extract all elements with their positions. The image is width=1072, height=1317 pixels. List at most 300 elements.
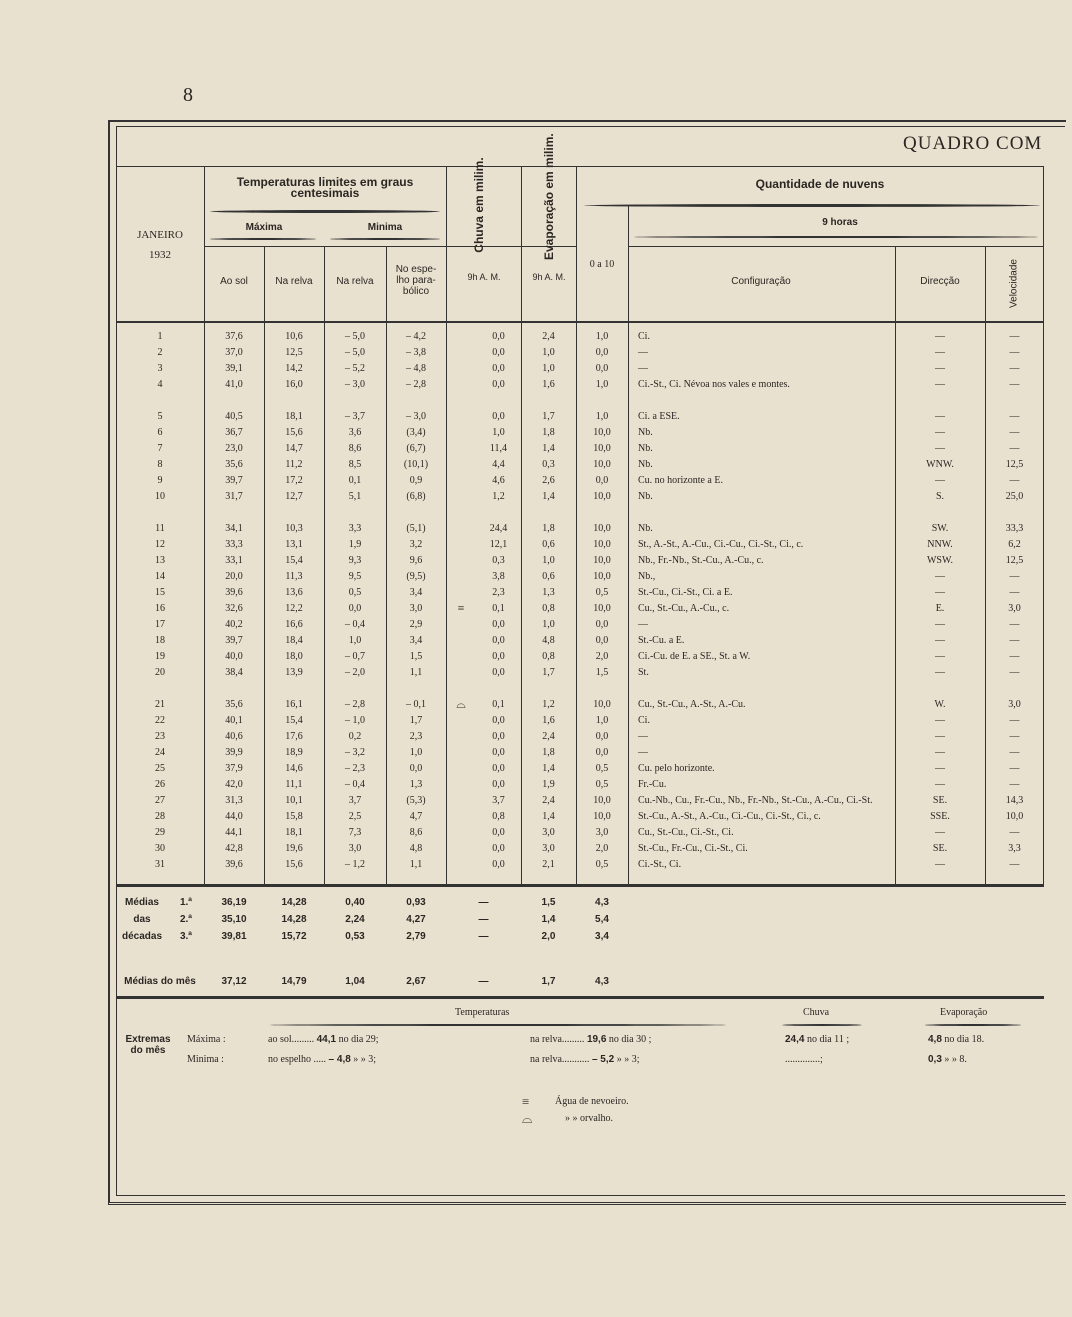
table-cell: 24,4 (489, 522, 508, 534)
table-cell: 1,4 (542, 442, 555, 454)
table-cell: 25 (155, 762, 165, 774)
means-month-cell: 14,79 (281, 976, 307, 987)
table-cell: Nb. (638, 490, 653, 502)
table-cell: – 3,7 (345, 410, 365, 422)
table-cell: 1,2 (492, 490, 505, 502)
table-cell: 10,0 (593, 554, 611, 566)
table-cell: 0,0 (595, 346, 609, 358)
table-cell: 39,7 (225, 474, 243, 486)
table-cell: – 0,4 (345, 778, 365, 790)
ext-chuva-label: Chuva (803, 1007, 830, 1018)
table-cell: 6,2 (1008, 538, 1021, 550)
table-cell: 1,0 (542, 346, 555, 358)
table-cell: — (1009, 826, 1020, 838)
table-row (116, 344, 1044, 360)
table-cell: — (1009, 746, 1020, 758)
ext-max-evap (928, 1034, 984, 1045)
ext-temperaturas-label: Temperaturas (455, 1007, 510, 1018)
table-cell: — (1009, 778, 1020, 790)
table-cell: 11 (155, 522, 165, 534)
table-cell: 7,3 (348, 826, 362, 838)
table-cell: 0,0 (595, 474, 609, 486)
means-cell: 2,24 (345, 914, 365, 925)
hora-evap-label: 9h A. M. (532, 272, 566, 282)
means-month-cell: 1,7 (541, 976, 556, 987)
table-cell: 10,0 (1005, 810, 1024, 822)
means-month-row (116, 973, 1044, 990)
table-cell (446, 616, 476, 632)
table-cell: 2,3 (409, 730, 423, 742)
header-top-line (116, 166, 1044, 167)
table-cell: – 5,0 (345, 346, 365, 358)
table-cell (446, 824, 476, 840)
means-bottom-line (116, 996, 1044, 999)
table-cell: — (1009, 426, 1020, 438)
table-cell: 1,0 (595, 410, 609, 422)
table-cell: 10,0 (593, 442, 611, 454)
table-cell: 12,5 (1005, 458, 1024, 470)
table-cell: 37,6 (225, 330, 243, 342)
ext-min-relva (530, 1054, 639, 1065)
group-gap-cell (116, 680, 1044, 696)
table-cell: 7 (157, 442, 163, 454)
table-row (116, 616, 1044, 632)
month-label: JANEIRO (137, 229, 183, 241)
table-cell: — (1009, 362, 1020, 374)
table-cell: SE. (932, 794, 948, 806)
table-cell: — (1009, 586, 1020, 598)
table-cell: 40,2 (225, 618, 243, 630)
table-cell: St. (638, 666, 649, 678)
table-cell: 0,0 (492, 618, 505, 630)
table-cell: – 0,1 (406, 698, 426, 710)
table-cell: 8,5 (348, 458, 362, 470)
table-cell (446, 408, 476, 424)
table-cell: 10,0 (593, 490, 611, 502)
table-cell: — (935, 618, 945, 630)
table-cell: 10,0 (593, 426, 611, 438)
table-cell: — (935, 442, 945, 454)
table-cell: 0,0 (492, 410, 505, 422)
table-cell: (5,3) (406, 794, 426, 806)
table-cell: NNW. (927, 538, 953, 550)
table-cell (446, 792, 476, 808)
table-cell: — (935, 650, 945, 662)
table-cell: — (1009, 570, 1020, 582)
means-cell: 3,4 (595, 931, 609, 942)
table-cell: 0,0 (492, 330, 505, 342)
table-cell: 10,0 (593, 794, 611, 806)
table-cell: — (935, 634, 945, 646)
table-cell: 18,1 (285, 826, 303, 838)
table-cell: – 0,4 (345, 618, 365, 630)
table-cell: 0,0 (492, 730, 505, 742)
table-cell: (3,4) (406, 426, 426, 438)
ext-max-sol (268, 1034, 379, 1045)
table-cell: — (1009, 410, 1020, 422)
table-cell: — (638, 618, 648, 630)
table-cell: Ci. (638, 330, 650, 342)
ext-min-esp-label: no espelho ..... (268, 1054, 327, 1065)
table-cell: 5 (157, 410, 163, 422)
table-cell (446, 584, 476, 600)
table-cell: Cu. no horizonte a E. (638, 474, 723, 486)
ext-max-chuva (785, 1034, 849, 1045)
table-cell: 15,4 (285, 714, 303, 726)
table-cell: 3,2 (409, 538, 423, 550)
table-cell (446, 760, 476, 776)
table-cell: — (1009, 618, 1020, 630)
table-cell: Fr.-Cu. (638, 778, 667, 790)
table-cell: 1,4 (542, 810, 555, 822)
table-cell: 28 (155, 810, 165, 822)
table-cell (446, 632, 476, 648)
table-row (116, 760, 1044, 776)
table-cell: 2,0 (595, 842, 609, 854)
table-cell: — (1009, 442, 1020, 454)
table-cell: 30 (155, 842, 165, 854)
table-cell: — (935, 586, 945, 598)
table-row (116, 536, 1044, 552)
table-cell: 32,6 (225, 602, 243, 614)
table-cell: 5,1 (348, 490, 362, 502)
table-cell: 4,4 (492, 458, 505, 470)
table-cell: 31,3 (225, 794, 243, 806)
table-cell: 0,5 (595, 778, 609, 790)
table-cell: 1,8 (542, 746, 555, 758)
table-cell: 42,8 (225, 842, 243, 854)
velocidade-label: Velocidade (1008, 259, 1020, 308)
table-cell: 34,1 (225, 522, 243, 534)
means-d1-label: 1.ª (179, 897, 193, 908)
table-cell: 13,1 (285, 538, 303, 550)
table-cell (446, 648, 476, 664)
table-cell: 1,2 (542, 698, 555, 710)
table-cell: Nb. (638, 442, 653, 454)
table-row (116, 840, 1044, 856)
table-row (116, 552, 1044, 568)
ao-sol-label: Ao sol (220, 276, 248, 287)
page-number: 8 (183, 84, 193, 106)
table-cell: 1,0 (542, 362, 555, 374)
table-cell: 25,0 (1005, 490, 1024, 502)
year-label: 1932 (149, 249, 171, 261)
table-cell: St., A.-St., A.-Cu., Ci.-Cu., Ci.-St., Ci., c. (638, 538, 804, 550)
table-cell: 37,0 (225, 346, 243, 358)
table-cell: 1,0 (595, 378, 609, 390)
table-row (116, 440, 1044, 456)
table-row (116, 408, 1044, 424)
table-cell: 3,3 (348, 522, 362, 534)
table-cell: 0,9 (409, 474, 423, 486)
means-label-top: Médias (125, 897, 159, 908)
table-cell: 1,0 (492, 426, 505, 438)
maxima-brace (210, 238, 316, 240)
table-cell: 8 (157, 458, 163, 470)
table-cell: 40,1 (225, 714, 243, 726)
table-cell: – 3,2 (345, 746, 365, 758)
direccao-label: Direcção (920, 276, 960, 287)
table-row (116, 664, 1044, 680)
table-cell: 0,0 (492, 634, 505, 646)
means-month-cell: — (478, 976, 489, 987)
table-cell: Cu., St.-Cu., Ci.-St., Ci. (638, 826, 734, 838)
table-cell: (5,1) (406, 522, 426, 534)
table-cell: 9 (157, 474, 163, 486)
table-cell: 1,4 (542, 762, 555, 774)
ext-max-sol-day: no dia 29; (338, 1034, 379, 1045)
ext-min-relva-value: – 5,2 (591, 1054, 615, 1065)
group-gap (116, 392, 1044, 408)
table-cell (446, 664, 476, 680)
table-cell: 3,3 (1008, 842, 1021, 854)
table-cell: 11,1 (285, 778, 303, 790)
table-cell: 16,1 (285, 698, 303, 710)
header-bottom-line (116, 321, 1044, 323)
table-cell (446, 376, 476, 392)
table-cell: — (1009, 650, 1020, 662)
ext-temp-brace (270, 1024, 726, 1026)
table-cell: St.-Cu., A.-St., A.-Cu., Ci.-Cu., Ci.-St., Ci., c. (638, 810, 821, 822)
ext-min-evap (928, 1054, 967, 1065)
ext-max-relva-value: 19,6 (586, 1034, 607, 1045)
table-cell: 10,0 (593, 602, 611, 614)
table-cell: 14 (155, 570, 165, 582)
means-cell: 4,3 (595, 897, 609, 908)
table-row (116, 456, 1044, 472)
table-cell: 2,4 (542, 330, 555, 342)
table-cell (446, 328, 476, 344)
table-cell (446, 536, 476, 552)
means-cell: 14,28 (281, 897, 307, 908)
table-cell: Cu. pelo horizonte. (638, 762, 715, 774)
table-cell: 3,4 (409, 634, 423, 646)
table-cell: 21 (155, 698, 165, 710)
table-row (116, 696, 1044, 712)
means-cell: 15,72 (281, 931, 307, 942)
table-cell: 0,0 (595, 362, 609, 374)
table-cell: — (935, 410, 945, 422)
means-row-2 (116, 911, 1044, 928)
ext-max-relva-label: na relva......... (530, 1034, 585, 1045)
table-cell: 1,1 (409, 858, 423, 870)
means-cell: 5,4 (595, 914, 609, 925)
table-cell: 0,8 (492, 810, 505, 822)
table-cell: St.-Cu., Fr.-Cu., Ci.-St., Ci. (638, 842, 748, 854)
table-cell: 14,2 (285, 362, 303, 374)
table-cell: 0,0 (492, 826, 505, 838)
table-cell: 40,6 (225, 730, 243, 742)
means-month-label: Médias do mês (124, 976, 196, 987)
table-cell: SW. (931, 522, 949, 534)
table-cell (446, 856, 476, 872)
table-cell: 0,0 (492, 650, 505, 662)
table-cell: 3,0 (1008, 698, 1021, 710)
table-cell: — (935, 474, 945, 486)
table-cell: 1,4 (542, 490, 555, 502)
table-cell: 3,0 (595, 826, 609, 838)
ext-max-relva (530, 1034, 651, 1045)
table-cell: Ci.-Cu. de E. a SE., St. a W. (638, 650, 751, 662)
table-cell: 0,6 (542, 538, 555, 550)
table-cell: 0,2 (348, 730, 362, 742)
table-cell: — (1009, 378, 1020, 390)
table-cell: – 3,0 (406, 410, 426, 422)
table-cell: 31 (155, 858, 165, 870)
means-month-cell: 1,04 (345, 976, 365, 987)
table-cell: 12 (155, 538, 165, 550)
table-cell: 0,5 (595, 586, 609, 598)
ext-max-sol-value: 44,1 (316, 1034, 337, 1045)
table-row (116, 424, 1044, 440)
table-cell: 17 (155, 618, 165, 630)
group-gap (116, 504, 1044, 520)
table-cell: 15,8 (285, 810, 303, 822)
means-cell: 14,28 (281, 914, 307, 925)
table-cell: 15,6 (285, 858, 303, 870)
table-cell: 3,7 (492, 794, 505, 806)
table-cell: – 2,3 (345, 762, 365, 774)
group-gap (116, 680, 1044, 696)
means-top-line (116, 884, 1044, 887)
ext-min-esp-value: – 4,8 (328, 1054, 351, 1065)
means-empty (628, 973, 1044, 990)
means-cell: 39,81 (221, 931, 247, 942)
table-cell (446, 424, 476, 440)
table-row (116, 728, 1044, 744)
table-cell: — (1009, 858, 1020, 870)
table-cell: 1,1 (409, 666, 423, 678)
means-month-cell: 2,67 (406, 976, 426, 987)
means-cell: — (478, 914, 489, 925)
table-cell: — (935, 746, 945, 758)
table-cell: 0,0 (595, 634, 609, 646)
table-cell: 0,0 (492, 378, 505, 390)
table-cell: 31,7 (225, 490, 243, 502)
table-row (116, 568, 1044, 584)
table-cell: 4,8 (542, 634, 555, 646)
ext-max-chuva-value: 24,4 (785, 1034, 805, 1045)
table-cell: 1,0 (595, 714, 609, 726)
table-cell: 13,9 (285, 666, 303, 678)
table-cell: — (935, 570, 945, 582)
table-cell: 0,0 (492, 714, 505, 726)
table-cell: 39,6 (225, 586, 243, 598)
table-cell: 1,3 (542, 586, 555, 598)
ext-min-esp-day: » » 3; (353, 1054, 377, 1065)
table-cell: 1,0 (595, 330, 609, 342)
table-cell: – 5,2 (345, 362, 365, 374)
chuva-label: Chuva em milim. (472, 157, 486, 253)
ext-min-chuva: ..............; (785, 1054, 823, 1065)
table-cell: 33,1 (225, 554, 243, 566)
table-cell: Nb. (638, 426, 653, 438)
means-cell: 0,53 (345, 931, 365, 942)
table-row (116, 776, 1044, 792)
table-cell: 1,0 (542, 554, 555, 566)
means-cell: — (478, 931, 489, 942)
means-spacer (116, 945, 1044, 973)
table-cell: 0,0 (492, 858, 505, 870)
table-cell: 0,5 (595, 762, 609, 774)
table-cell: 1,7 (409, 714, 423, 726)
table-cell: 0,0 (492, 842, 505, 854)
table-cell: 12,5 (1005, 554, 1024, 566)
table-cell: 15,6 (285, 426, 303, 438)
means-d3-label: 3.ª (179, 931, 193, 942)
table-cell: 39,9 (225, 746, 243, 758)
nuvens-brace (584, 204, 1040, 207)
means-cell: 2,0 (541, 931, 556, 942)
table-cell (446, 728, 476, 744)
table-cell: 18 (155, 634, 165, 646)
table-cell: 1,5 (409, 650, 423, 662)
means-row-1 (116, 894, 1044, 911)
table-cell: – 2,8 (345, 698, 365, 710)
table-cell: SSE. (930, 810, 950, 822)
table-cell: 10 (155, 490, 165, 502)
ext-minima-label: Minima : (187, 1054, 224, 1065)
temp-group-label: Temperaturas limites em graus centesimais (236, 175, 414, 200)
table-cell: 0,3 (492, 554, 505, 566)
table-cell: 0,0 (348, 602, 362, 614)
table-cell: 13 (155, 554, 165, 566)
na-relva-min-label: Na relva (336, 276, 374, 287)
minima-brace (330, 238, 440, 240)
table-cell: 0,0 (595, 618, 609, 630)
table-row (116, 808, 1044, 824)
ext-max-relva-day: no dia 30 ; (608, 1034, 652, 1045)
table-cell: 4,8 (409, 842, 423, 854)
means-block (116, 894, 1044, 990)
means-cell: 0,40 (345, 897, 365, 908)
means-empty (628, 928, 1044, 945)
ext-max-evap-value: 4,8 (928, 1034, 942, 1045)
ext-min-esp (268, 1054, 376, 1065)
table-cell: — (935, 346, 945, 358)
table-cell (446, 520, 476, 536)
table-cell: 10,0 (593, 698, 611, 710)
table-cell: 0,1 (492, 602, 505, 614)
means-spacer-cell (116, 945, 1044, 973)
minima-label: Minima (367, 222, 403, 233)
table-cell: 1,5 (595, 666, 609, 678)
table-cell: (9,5) (406, 570, 426, 582)
table-cell: 19 (155, 650, 165, 662)
table-cell: 1,6 (542, 714, 555, 726)
table-cell: — (1009, 346, 1020, 358)
table-cell: 4 (157, 378, 163, 390)
table-cell: Ci.-St., Ci. Névoa nos vales e montes. (638, 378, 790, 390)
nove-horas-label: 9 horas (822, 217, 858, 228)
table-cell: 40,0 (225, 650, 243, 662)
table-cell: 10,3 (285, 522, 303, 534)
ext-evap-brace (925, 1024, 1021, 1026)
table-cell (446, 568, 476, 584)
table-cell: 18,1 (285, 410, 303, 422)
table-cell: 10,0 (593, 458, 611, 470)
table-cell: 44,1 (225, 826, 243, 838)
table-row (116, 472, 1044, 488)
table-cell: 23 (155, 730, 165, 742)
means-cell: 4,27 (406, 914, 426, 925)
table-cell: 24 (155, 746, 165, 758)
table-cell: — (1009, 762, 1020, 774)
table-cell: — (935, 778, 945, 790)
table-cell: 33,3 (225, 538, 243, 550)
table-row (116, 856, 1044, 872)
table-cell: — (638, 730, 648, 742)
